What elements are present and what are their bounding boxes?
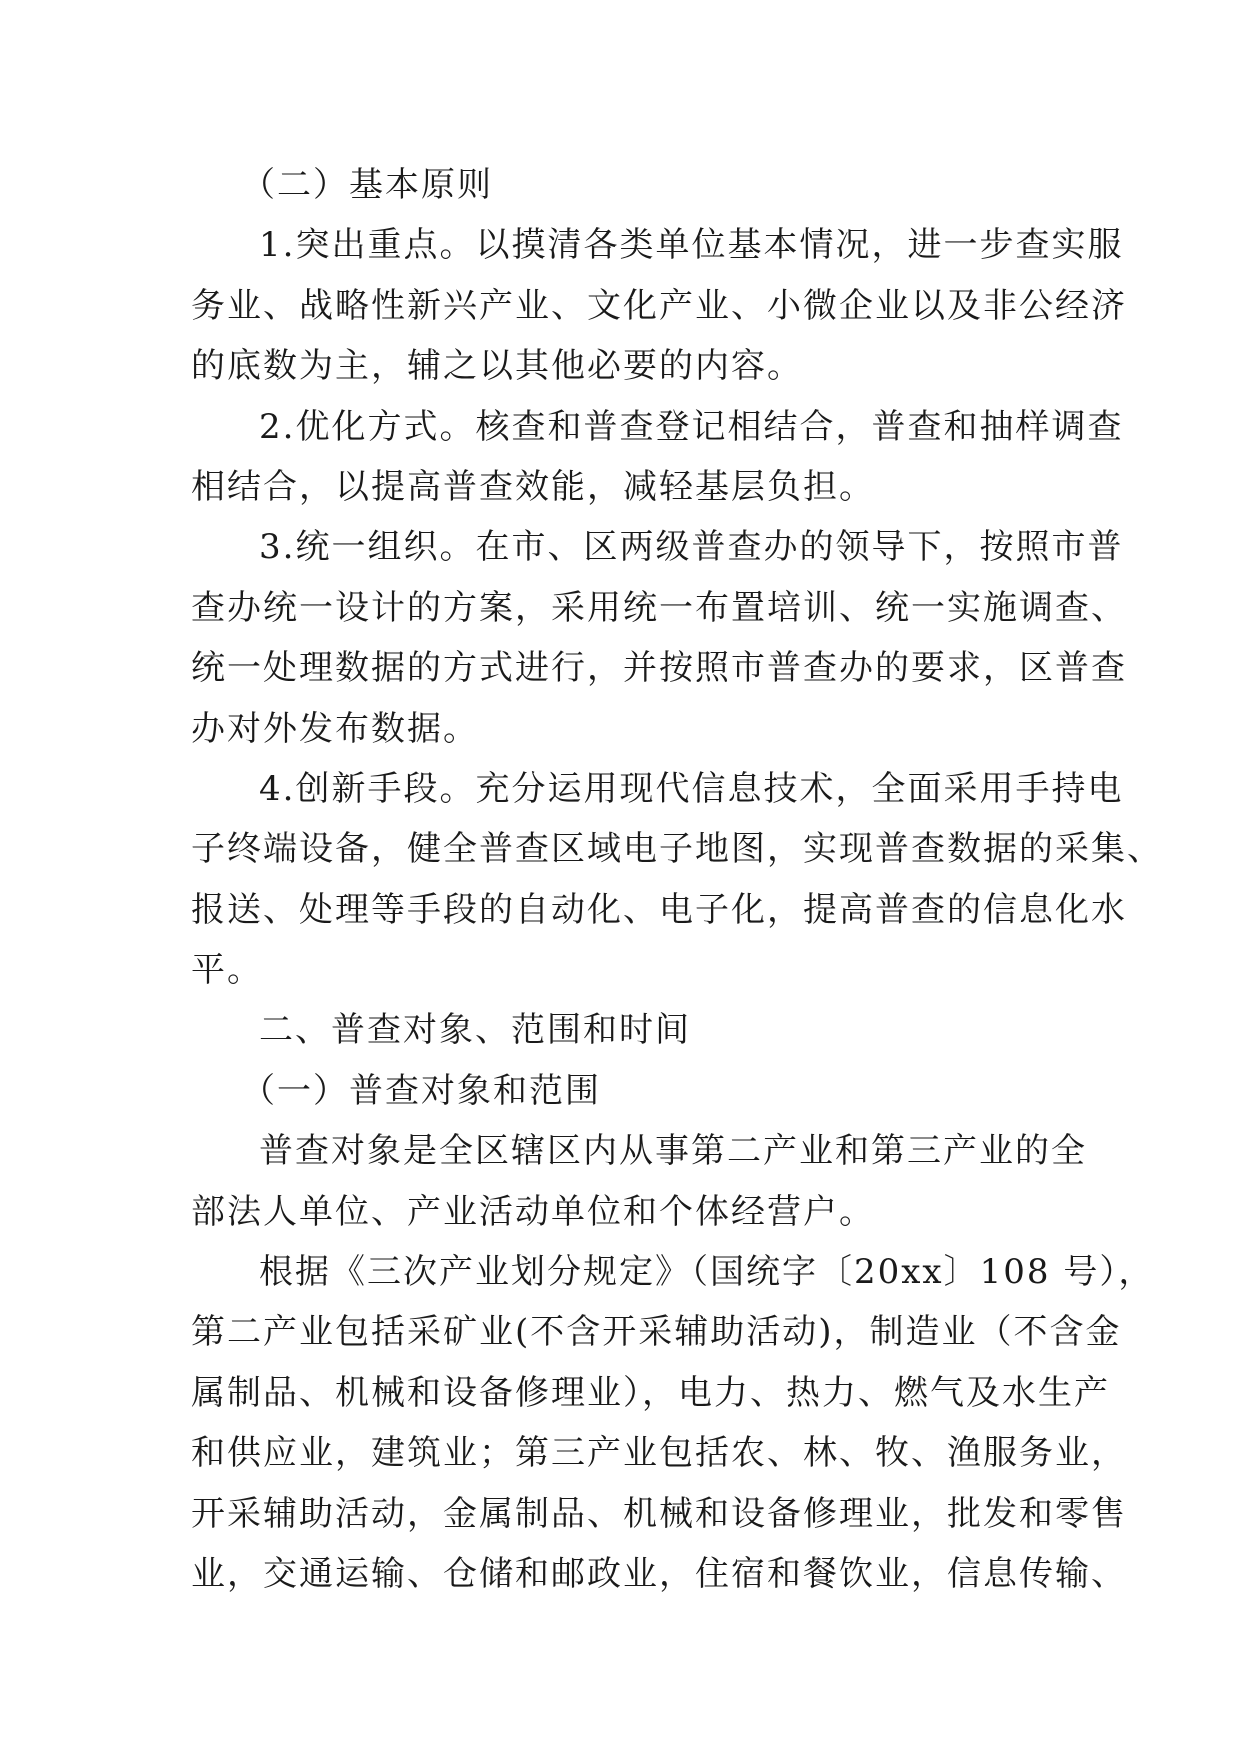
paragraph-line: 业，交通运输、仓储和邮政业，住宿和餐饮业，信息传输、 (191, 1553, 1127, 1594)
section-heading-basic-principles: （二）基本原则 (241, 165, 493, 205)
paragraph-line: 属制品、机械和设备修理业），电力、热力、燃气及水生产 (191, 1372, 1110, 1413)
paragraph-line: 3.统一组织。在市、区两级普查办的领导下，按照市普 (259, 527, 1124, 568)
paragraph-line: 统一处理数据的方式进行，并按照市普查办的要求，区普查 (191, 648, 1127, 689)
paragraph-line: 办对外发布数据。 (191, 708, 479, 749)
paragraph-line: 4.创新手段。充分运用现代信息技术，全面采用手持电 (259, 768, 1124, 809)
paragraph-line: 报送、处理等手段的自动化、电子化，提高普查的信息化水 (191, 889, 1127, 930)
paragraph-line: 第二产业包括采矿业(不含开采辅助活动)，制造业（不含金 (191, 1312, 1122, 1353)
paragraph-line: 子终端设备，健全普查区域电子地图，实现普查数据的采集、 (191, 829, 1163, 870)
paragraph-line: 查办统一设计的方案，采用统一布置培训、统一实施调查、 (191, 587, 1127, 628)
document-body (191, 155, 1163, 1604)
paragraph-line: 1.突出重点。以摸清各类单位基本情况，进一步查实服 (259, 225, 1124, 266)
paragraph-line: 2.优化方式。核查和普查登记相结合，普查和抽样调查 (259, 406, 1124, 447)
subsection-heading-survey-objects: （一）普查对象和范围 (241, 1070, 601, 1111)
paragraph-line: 开采辅助活动，金属制品、机械和设备修理业，批发和零售 (191, 1493, 1127, 1534)
paragraph-line: 普查对象是全区辖区内从事第二产业和第三产业的全 (259, 1131, 1087, 1172)
paragraph-line: 相结合，以提高普查效能，减轻基层负担。 (191, 466, 875, 507)
paragraph-line: 平。 (191, 950, 263, 991)
paragraph-line: 务业、战略性新兴产业、文化产业、小微企业以及非公经济 (191, 285, 1127, 326)
paragraph-line: 根据《三次产业划分规定》（国统字〔20xx〕108 号）， (259, 1252, 1155, 1293)
paragraph-line: 部法人单位、产业活动单位和个体经营户。 (191, 1191, 875, 1232)
paragraph-line: 的底数为主，辅之以其他必要的内容。 (191, 346, 803, 387)
section-heading-survey-scope: 二、普查对象、范围和时间 (259, 1010, 691, 1051)
paragraph-line: 和供应业，建筑业；第三产业包括农、林、牧、渔服务业， (191, 1433, 1127, 1474)
